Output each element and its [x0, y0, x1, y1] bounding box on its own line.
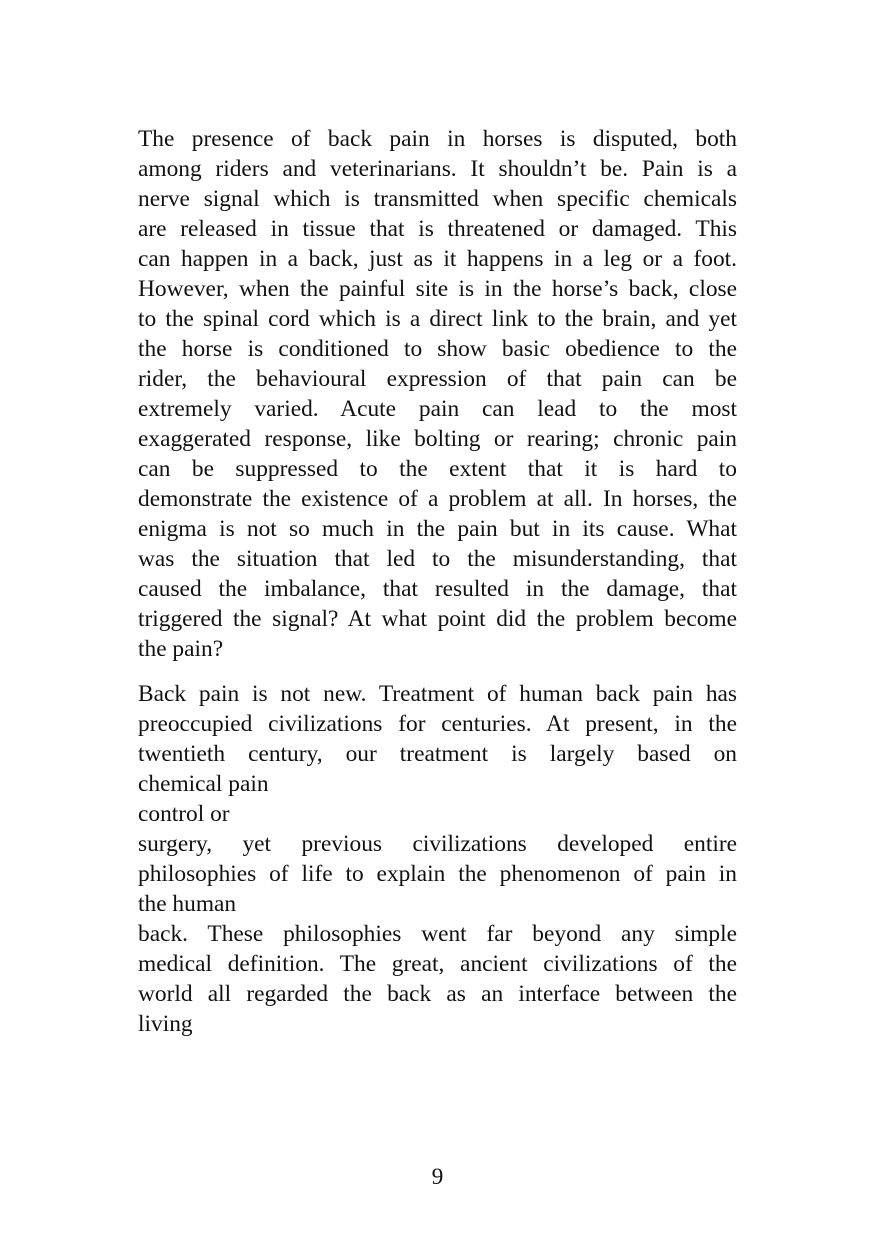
text-line: exaggerated response, like bolting or rearing; chronic pain — [138, 426, 737, 452]
text-line: living — [138, 1011, 193, 1037]
text-line: nerve signal which is transmitted when specific chemicals — [138, 186, 737, 212]
text-line: back. These philosophies went far beyond any simple — [138, 921, 737, 947]
text-line: Back pain is not new. Treatment of human back pain has — [138, 681, 737, 707]
text-line: However, when the painful site is in the horse’s back, close — [138, 276, 737, 302]
paragraph-2 — [138, 679, 737, 1039]
text-line: world all regarded the back as an interface between the — [138, 981, 737, 1007]
paragraph-spacer — [138, 664, 737, 679]
page-body — [138, 124, 737, 1039]
text-line: philosophies of life to explain the phenomenon of pain in — [138, 861, 737, 887]
text-line: demonstrate the existence of a problem at all. In horses, the — [138, 486, 737, 512]
text-line: control or — [138, 801, 230, 827]
text-line: the horse is conditioned to show basic obedience to the — [138, 336, 737, 362]
text-line: extremely varied. Acute pain can lead to the most — [138, 396, 737, 422]
paragraph-1 — [138, 124, 737, 664]
text-line: rider, the behavioural expression of that pain can be — [138, 366, 737, 392]
text-line: can happen in a back, just as it happens in a leg or a foot. — [138, 246, 737, 272]
text-line: can be suppressed to the extent that it is hard to — [138, 456, 737, 482]
text-line: among riders and veterinarians. It shouldn’t be. Pain is a — [138, 156, 737, 182]
text-line: chemical pain — [138, 771, 269, 797]
text-line: to the spinal cord which is a direct link to the brain, and yet — [138, 306, 737, 332]
text-line: enigma is not so much in the pain but in its cause. What — [138, 516, 737, 542]
text-line: preoccupied civilizations for centuries. At present, in the — [138, 711, 737, 737]
text-line: are released in tissue that is threatened or damaged. This — [138, 216, 737, 242]
text-line: surgery, yet previous civilizations developed entire — [138, 831, 737, 857]
text-line: the pain? — [138, 636, 224, 662]
text-line: The presence of back pain in horses is disputed, both — [138, 126, 737, 152]
text-line: twentieth century, our treatment is largely based on — [138, 741, 737, 767]
text-line: triggered the signal? At what point did the problem become — [138, 606, 737, 632]
text-line: medical definition. The great, ancient civilizations of the — [138, 951, 737, 977]
text-line: the human — [138, 891, 237, 917]
text-line: was the situation that led to the misunderstanding, that — [138, 546, 737, 572]
text-line: caused the imbalance, that resulted in the damage, that — [138, 576, 737, 602]
page-number: 9 — [431, 1164, 444, 1190]
